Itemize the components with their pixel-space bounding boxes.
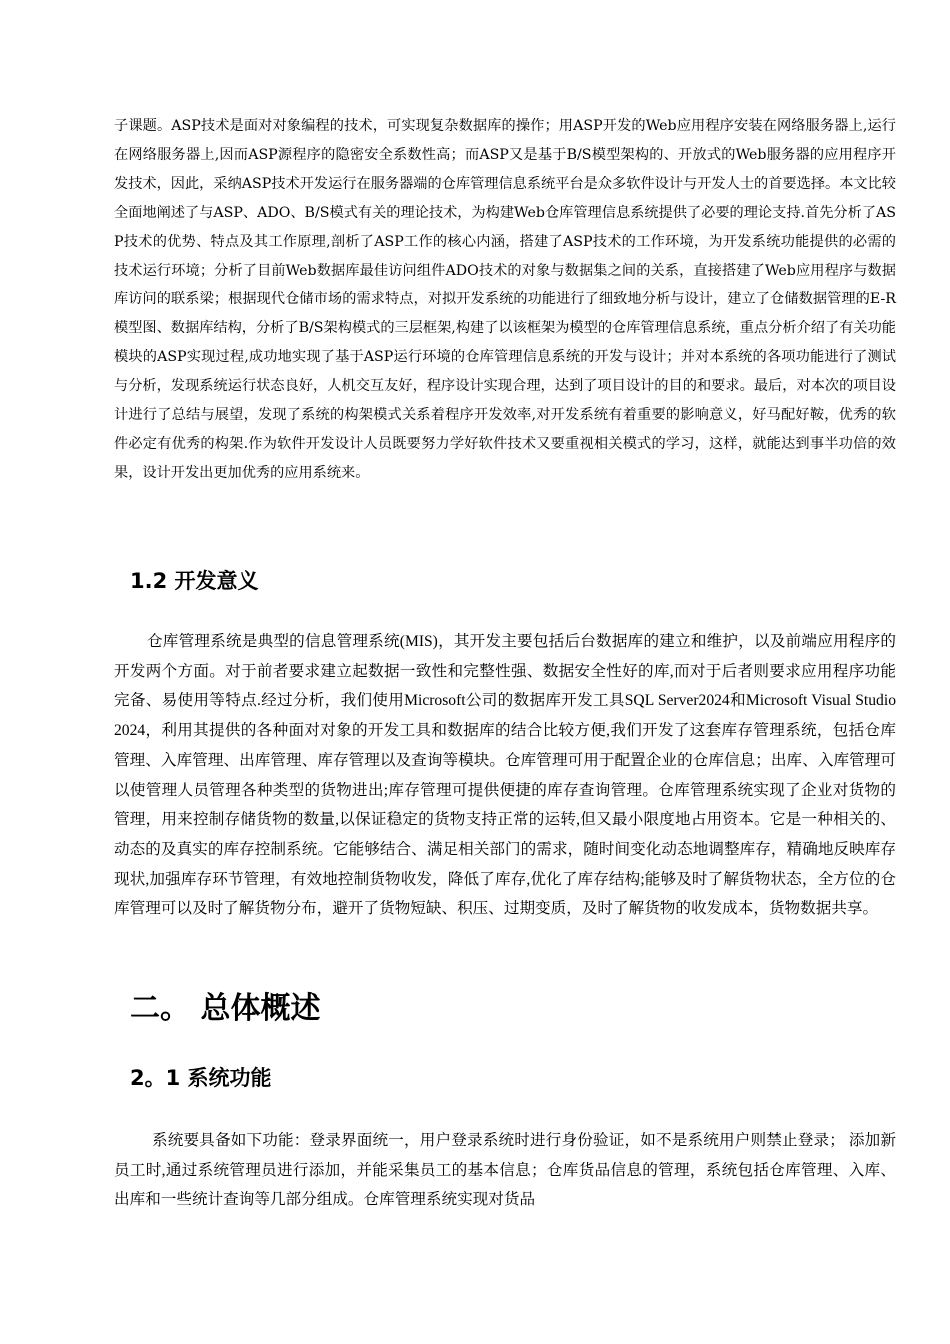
intro-paragraph: 子课题。ASP技术是面对对象编程的技术，可实现复杂数据库的操作；用ASP开发的Web应用程序安装在网络服务器上,运行在网络服务器上,因而ASP源程序的隐密安全系数性高；而ASP又是基于B/S模型架构的、开放式的Web服务器的应用程序开发技术，因此，采纳ASP技术开发运行在服务器端的仓库管理信息系统平台是众多软件设计与开发人士的首要选择。本文比较全面地阐述了与ASP、ADO、B/S模式有关的理论技术，为构建Web仓库管理信息系统提供了必要的理论支持.首先分析了ASP技术的优势、特点及其工作原理,剖析了ASP工作的核心内涵，搭建了ASP技术的工作环境，为开发系统功能提供的必需的技术运行环境；分析了目前Web数据库最佳访问组件ADO技术的对象与数据集之间的关系，直接搭建了Web应用程序与数据库访问的联系梁；根据现代仓储市场的需求特点，对拟开发系统的功能进行了细致地分析与设计，建立了仓储数据管理的E-R模型图、数据库结构，分析了B/S架构模式的三层框架,构建了以该框架为模型的仓库管理信息系统，重点分析介绍了有关功能模块的ASP实现过程,成功地实现了基于ASP运行环境的仓库管理信息系统的开发与设计；并对本系统的各项功能进行了测试与分析，发现系统运行状态良好，人机交互友好，程序设计实现合理，达到了项目设计的目的和要求。最后，对本次的项目设计进行了总结与展望，发现了系统的构架模式关系着程序开发效率,对开发系统有着重要的影响意义，好马配好鞍，优秀的软件必定有优秀的构架.作为软件开发设计人员既要努力学好软件技术又要重视相关模式的学习，这样，就能达到事半功倍的效果，设计开发出更加优秀的应用系统来。 — [114, 118, 896, 481]
chapter-heading-overview: 二。 总体概述 — [130, 991, 321, 1026]
section-heading-development-significance: 1.2 开发意义 — [130, 569, 259, 593]
section-heading-system-functions: 2。1 系统功能 — [130, 1066, 272, 1090]
development-significance-paragraph: 仓库管理系统是典型的信息管理系统(MIS)，其开发主要包括后台数据库的建立和维护，以及前端应用程序的开发两个方面。对于前者要求建立起数据一致性和完整性强、数据安全性好的库,而对于后者则要求应用程序功能完备、易使用等特点.经过分析，我们使用Microsoft公司的数据库开发工具SQL Server2024和Microsoft Visual Studio 2024，利用其提供的各种面对对象的开发工具和数据库的结合比较方便,我们开发了这套库存管理系统，包括仓库管理、入库管理、出库管理、库存管理以及查询等模块。仓库管理可用于配置企业的仓库信息；出库、入库管理可以使管理人员管理各种类型的货物进出;库存管理可提供便捷的库存查询管理。仓库管理系统实现了企业对货物的管理，用来控制存储货物的数量,以保证稳定的货物支持正常的运转,但又最小限度地占用资本。它是一种相关的、动态的及真实的库存控制系统。它能够结合、满足相关部门的需求，随时间变化动态地调整库存，精确地反映库存现状,加强库存环节管理，有效地控制货物收发，降低了库存,优化了库存结构;能够及时了解货物状态，全方位的仓库管理可以及时了解货物分布，避开了货物短缺、积压、过期变质，及时了解货物的收发成本，货物数据共享。 — [114, 633, 896, 918]
system-functions-paragraph: 系统要具备如下功能：登录界面统一，用户登录系统时进行身份验证，如不是系统用户则禁止登录； 添加新员工时,通过系统管理员进行添加，并能采集员工的基本信息；仓库货品信息的管理，系统包括仓库管理、入库、出库和一些统计查询等几部分组成。仓库管理系统实现对货品 — [114, 1132, 896, 1208]
